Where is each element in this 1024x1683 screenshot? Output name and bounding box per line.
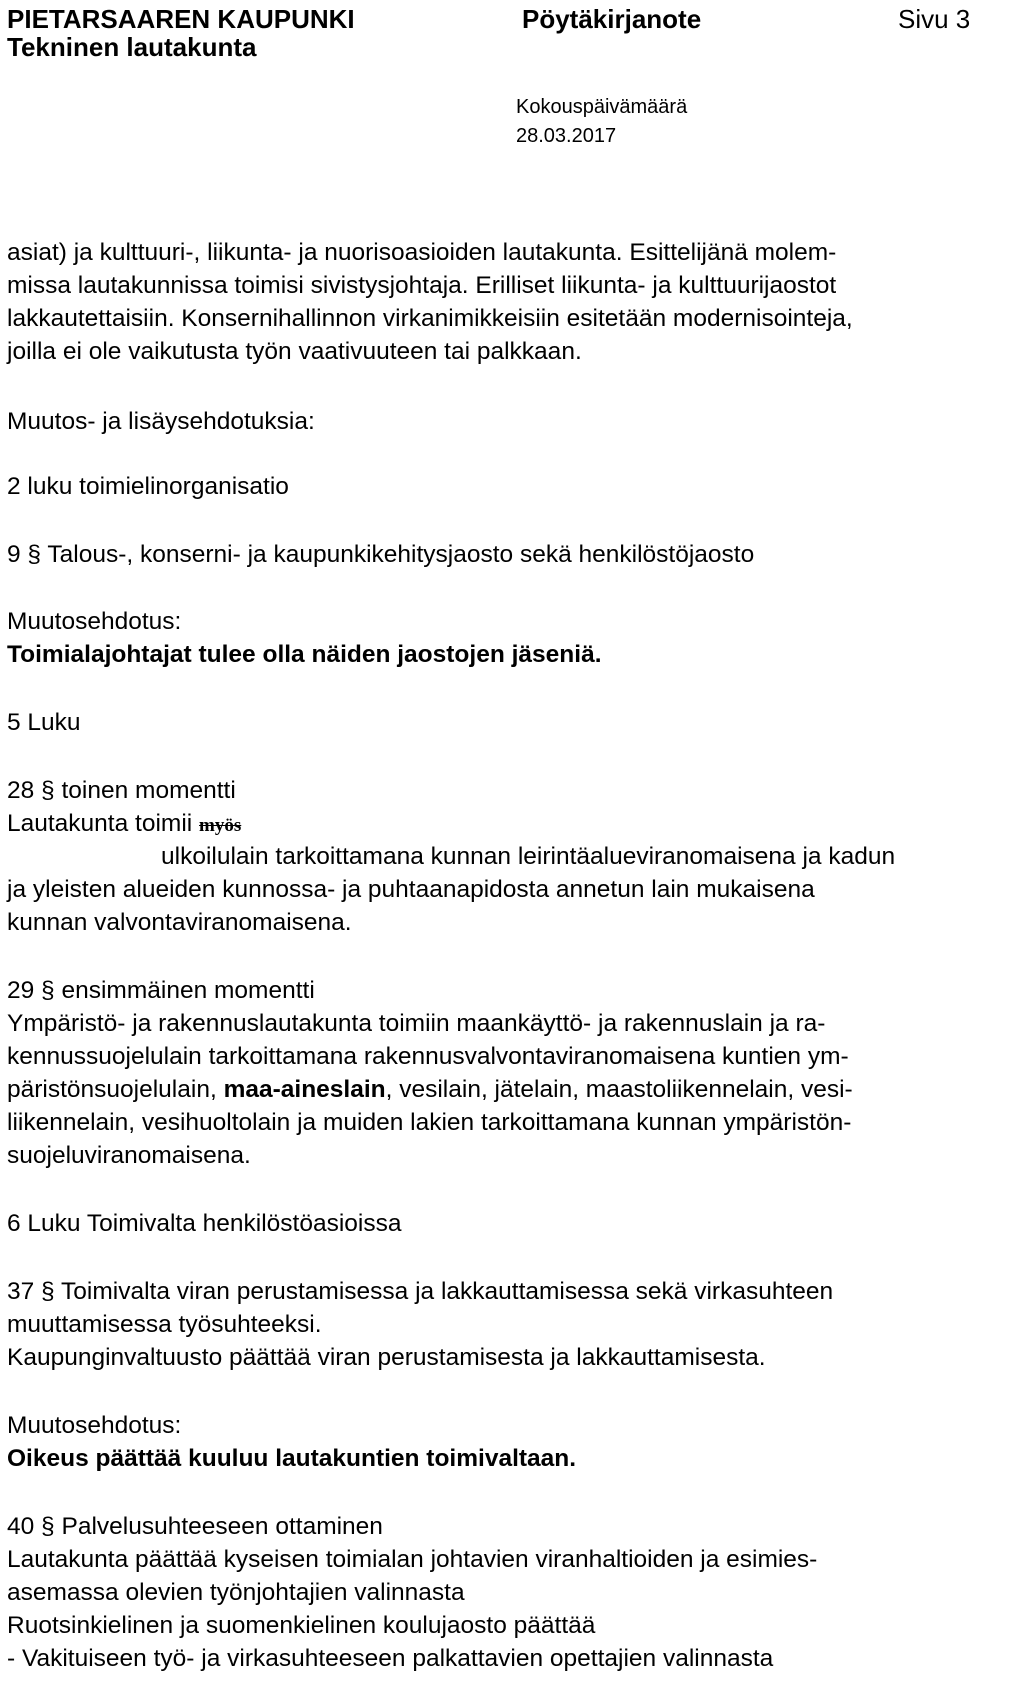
doc-type: Pöytäkirjanote [522,4,702,34]
chapter-6-heading: 6 Luku Toimivalta henkilöstöasioissa [7,1210,402,1237]
paragraph-37-line: 37 § Toimivalta viran perustamisessa ja lakkauttamisessa sekä virkasuhteen [7,1278,834,1305]
paragraph-28-line: kunnan valvontaviranomaisena. [7,909,352,936]
org-name: PIETARSAAREN KAUPUNKI [7,4,355,34]
paragraph-29-line: kennussuojelulain tarkoittamana rakennusvalvontaviranomaisena kuntien ym- [7,1043,849,1070]
paragraph-line: asiat) ja kulttuuri-, liikunta- ja nuorisoasioiden lautakunta. Esittelijänä molem- [7,239,837,266]
paragraph-29-line: Ympäristö- ja rakennuslautakunta toimiin maankäyttö- ja rakennuslain ja ra- [7,1010,826,1037]
committee-name: Tekninen lautakunta [7,32,257,62]
paragraph-40-line: Ruotsinkielinen ja suomenkielinen koulujaosto päättää [7,1612,596,1639]
page-number: Sivu 3 [898,4,971,34]
paragraph-29-text: , vesilain, jätelain, maastoliikennelain, vesi- [385,1076,853,1103]
paragraph-28-line: ulkoilulain tarkoittamana kunnan leirintäalueviranomaisena ja kadun [161,843,896,870]
paragraph-29-line: liikennelain, vesihuoltolain ja muiden lakien tarkoittamana kunnan ympäristön- [7,1109,852,1136]
paragraph-40-line: asemassa olevien työnjohtajien valinnasta [7,1579,465,1606]
paragraph-37-line: muuttamisessa työsuhteeksi. [7,1311,322,1338]
change-proposal-text: Oikeus päättää kuuluu lautakuntien toimivaltaan. [7,1445,577,1472]
change-proposal-text: Toimialajohtajat tulee olla näiden jaostojen jäseniä. [7,641,602,668]
paragraph-37-line: Kaupunginvaltuusto päättää viran perustamisesta ja lakkauttamisesta. [7,1344,766,1371]
paragraph-28-line: ja yleisten alueiden kunnossa- ja puhtaanapidosta annetun lain mukaisena [7,876,815,903]
meeting-date: 28.03.2017 [516,125,617,147]
paragraph-line: joilla ei ole vaikutusta työn vaativuuteen tai palkkaan. [7,338,582,365]
date-label: Kokouspäivämäärä [516,96,688,118]
paragraph-9-heading: 9 § Talous-, konserni- ja kaupunkikehitysjaosto sekä henkilöstöjaosto [7,541,755,568]
chapter-2-heading: 2 luku toimielinorganisatio [7,473,289,500]
paragraph-29-heading: 29 § ensimmäinen momentti [7,977,315,1004]
change-proposal-label: Muutosehdotus: [7,1412,182,1439]
section-heading-muutos: Muutos- ja lisäysehdotuksia: [7,408,315,435]
struck-word: myös [199,815,242,836]
change-proposal-label: Muutosehdotus: [7,608,182,635]
paragraph-28-line [7,807,241,843]
paragraph-29-line: suojeluviranomaisena. [7,1142,251,1169]
paragraph-40-line: Lautakunta päättää kyseisen toimialan johtavien viranhaltioiden ja esimies- [7,1546,818,1573]
chapter-5-heading: 5 Luku [7,709,81,736]
paragraph-line: lakkautettaisiin. Konsernihallinnon virkanimikkeisiin esitetään modernisointeja, [7,305,853,332]
paragraph-40-line: - Vakituiseen työ- ja virkasuhteeseen palkattavien opettajien valinnasta [7,1645,774,1672]
paragraph-29-text: päristönsuojelulain, [7,1076,224,1103]
bold-law-name: maa-aineslain [223,1076,386,1103]
paragraph-29-line [7,1073,853,1107]
paragraph-line: missa lautakunnissa toimisi sivistysjohtaja. Erilliset liikunta- ja kulttuurijaostot [7,272,837,299]
paragraph-28-text-start: Lautakunta toimii [7,810,200,837]
paragraph-40-heading: 40 § Palvelusuhteeseen ottaminen [7,1513,383,1540]
paragraph-28-heading: 28 § toinen momentti [7,777,236,804]
